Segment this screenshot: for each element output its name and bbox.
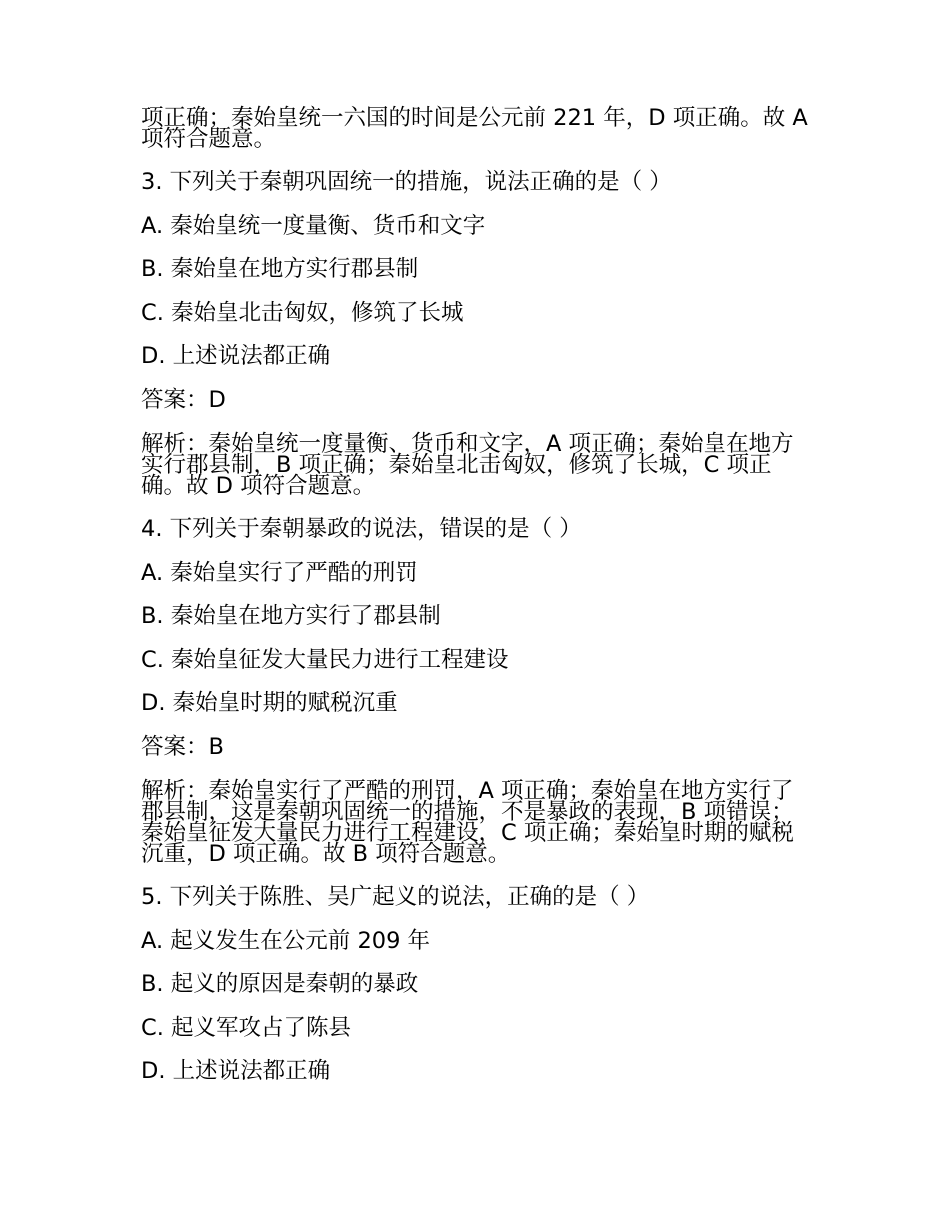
question-5-option-a: A. 起义发生在公元前 209 年 [141,927,431,954]
answer-explanation-q2-tail [141,104,813,161]
question-4-answer: 答案：B [141,733,224,760]
question-4-stem: 4. 下列关于秦朝暴政的说法，错误的是（ ） [141,516,582,542]
question-5-stem: 5. 下列关于陈胜、吴广起义的说法，正确的是（ ） [141,884,650,910]
document-page [141,104,813,1094]
question-3-option-b: B. 秦始皇在地方实行郡县制 [141,256,419,282]
question-5-option-b: B. 起义的原因是秦朝的暴政 [141,971,419,997]
question-4-explanation [141,769,813,876]
question-4-option-a: A. 秦始皇实行了严酷的刑罚 [141,559,418,586]
paragraph-text: 解析：秦始皇统一度量衡、货币和文字，A 项正确；秦始皇在地方实行郡县制，B 项正确；秦始皇北击匈奴，修筑了长城，C 项正确。故 D 项符合题意。 [141,431,794,499]
question-3-option-d: D. 上述说法都正确 [141,343,331,369]
question-4-option-b: B. 秦始皇在地方实行了郡县制 [141,603,441,629]
paragraph-text: 解析：秦始皇实行了严酷的刑罚，A 项正确；秦始皇在地方实行了郡县制，这是秦朝巩固统一的措施，不是暴政的表现，B 项错误；秦始皇征发大量民力进行工程建设，C 项正确；秦始皇时期的赋税沉重，D 项正确。故 B 项符合题意。 [141,778,794,867]
question-3-answer: 答案：D [141,386,226,413]
question-4-option-d: D. 秦始皇时期的赋税沉重 [141,690,398,716]
paragraph-text: 项正确；秦始皇统一六国的时间是公元前 221 年，D 项正确。故 A 项符合题意。 [141,105,808,152]
question-4-option-c: C. 秦始皇征发大量民力进行工程建设 [141,646,509,673]
question-5-option-d: D. 上述说法都正确 [141,1058,331,1084]
question-3-explanation [141,422,813,508]
question-3-option-a: A. 秦始皇统一度量衡、货币和文字 [141,212,486,239]
question-5-option-c: C. 起义军攻占了陈县 [141,1014,352,1041]
question-3-option-c: C. 秦始皇北击匈奴，修筑了长城 [141,299,464,326]
question-3-stem: 3. 下列关于秦朝巩固统一的措施，说法正确的是（ ） [141,169,672,195]
